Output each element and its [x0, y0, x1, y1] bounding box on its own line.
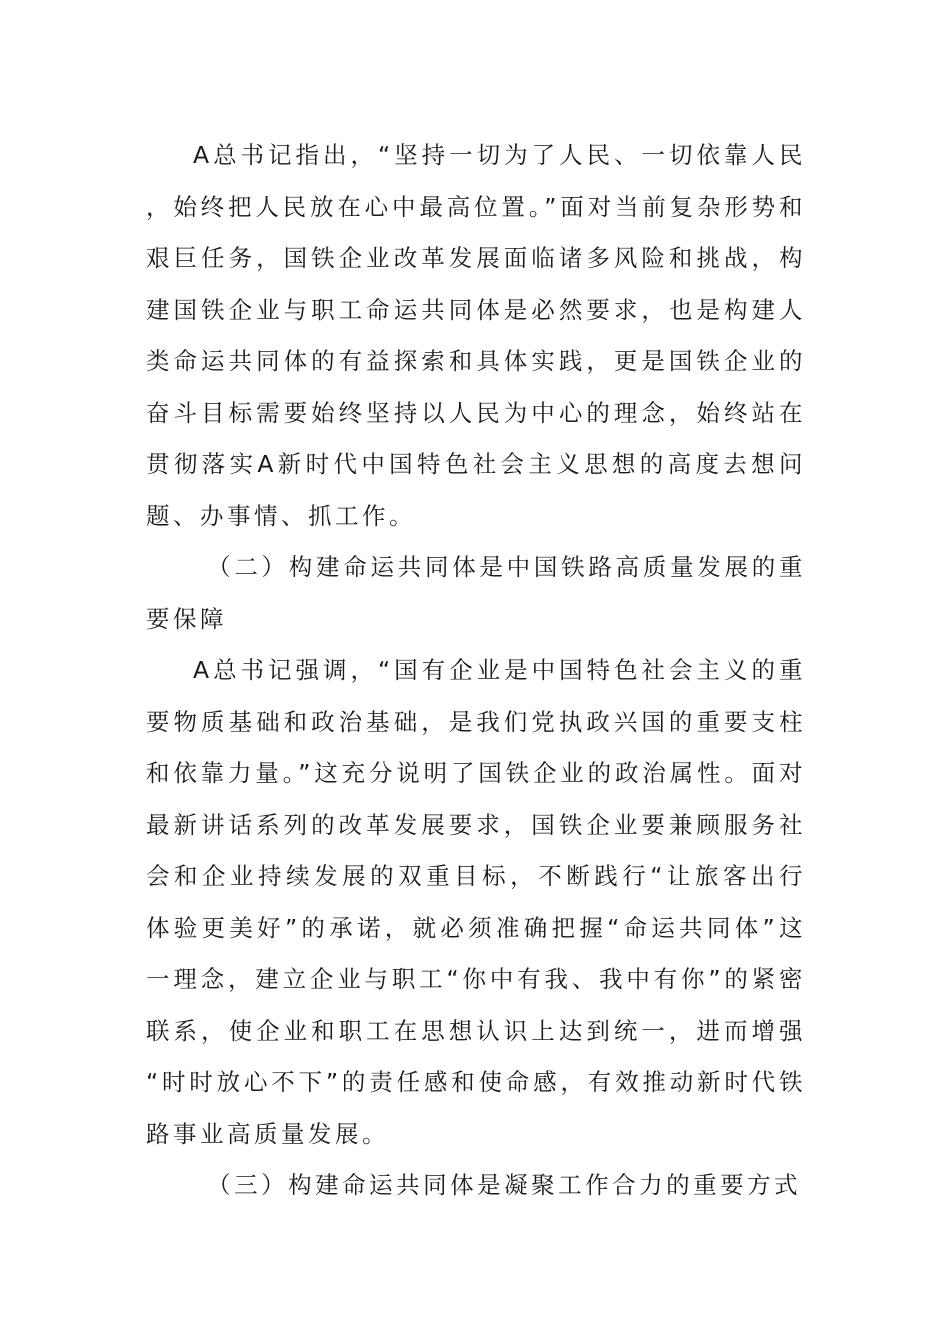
section-heading-2: （二）构建命运共同体是中国铁路高质量发展的重要保障 — [146, 553, 806, 633]
paragraph-state-enterprise: A总书记强调，“国有企业是中国特色社会主义的重要物质基础和政治基础，是我们党执政兴国的重要支柱和依靠力量。”这充分说明了国铁企业的政治属性。面对最新讲话系列的改革发展要求，国铁企业要兼顾服务社会和企业持续发展的双重目标，不断践行“让旅客出行体验更美好”的承诺，就必须准确把握“命运共同体”这一理念，建立企业与职工“你中有我、我中有你”的紧密联系，使企业和职工在思想认识上达到统一，进而增强“时时放心不下”的责任感和使命感，有效推动新时代铁路事业高质量发展。 — [146, 656, 806, 1148]
paragraph-people-centered: A总书记指出，“坚持一切为了人民、一切依靠人民，始终把人民放在心中最高位置。”面对当前复杂形势和艰巨任务，国铁企业改革发展面临诸多风险和挑战，构建国铁企业与职工命运共同体是必然要求，也是构建人类命运共同体的有益探索和具体实践，更是国铁企业的奋斗目标需要始终坚持以人民为中心的理念，始终站在贯彻落实A新时代中国特色社会主义思想的高度去想问题、办事情、抓工作。 — [146, 141, 806, 530]
document-body — [146, 130, 806, 1212]
section-heading-3: （三）构建命运共同体是凝聚工作合力的重要方式 — [207, 1171, 802, 1199]
